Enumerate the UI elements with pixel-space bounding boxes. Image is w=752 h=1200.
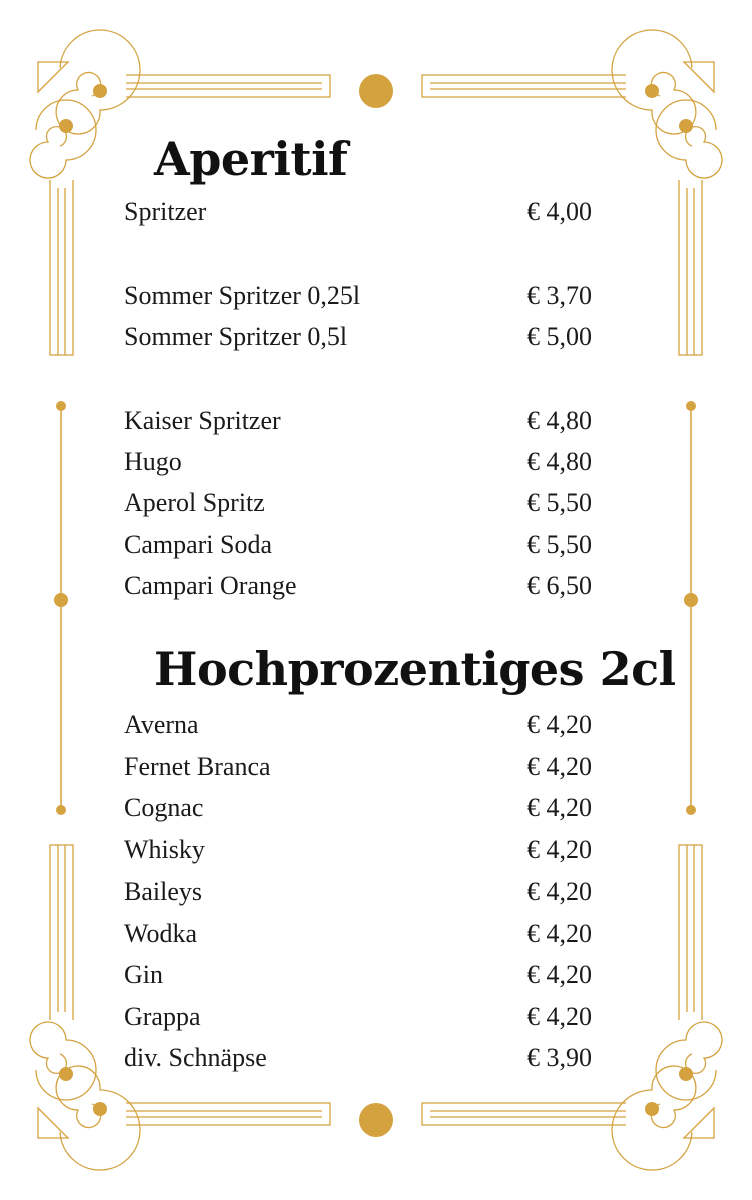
item-price: € 4,80 xyxy=(527,447,592,476)
menu-item xyxy=(124,488,608,522)
item-price: € 5,50 xyxy=(527,530,592,559)
item-price: € 6,50 xyxy=(527,571,592,600)
menu-item xyxy=(124,710,608,744)
item-name: Wodka xyxy=(124,919,197,948)
menu-item xyxy=(124,877,608,911)
item-name: Sommer Spritzer 0,5l xyxy=(124,322,348,351)
item-name: Gin xyxy=(124,960,163,989)
item-price: € 3,70 xyxy=(527,281,592,310)
menu-item xyxy=(124,322,608,356)
item-price: € 4,20 xyxy=(527,877,592,906)
menu-item xyxy=(124,919,608,953)
menu-item xyxy=(124,406,608,440)
item-price: € 5,00 xyxy=(527,322,592,351)
item-name: Grappa xyxy=(124,1002,201,1031)
item-price: € 4,20 xyxy=(527,960,592,989)
item-price: € 4,20 xyxy=(527,710,592,739)
menu-item xyxy=(124,197,608,231)
item-name: Sommer Spritzer 0,25l xyxy=(124,281,361,310)
top-center-dot xyxy=(359,74,393,108)
item-price: € 4,20 xyxy=(527,835,592,864)
menu-item xyxy=(124,960,608,994)
item-price: € 4,20 xyxy=(527,793,592,822)
item-price: € 4,80 xyxy=(527,406,592,435)
menu-item xyxy=(124,571,608,605)
menu-item xyxy=(124,1002,608,1036)
menu-item xyxy=(124,752,608,786)
item-name: Fernet Branca xyxy=(124,752,271,781)
menu-item xyxy=(124,1043,608,1077)
left-side-rail xyxy=(54,401,68,815)
item-price: € 5,50 xyxy=(527,488,592,517)
item-name: Campari Soda xyxy=(124,530,273,559)
menu-item xyxy=(124,530,608,564)
menu-item xyxy=(124,447,608,481)
item-name: Cognac xyxy=(124,793,204,822)
menu-item xyxy=(124,793,608,827)
item-name: Kaiser Spritzer xyxy=(124,406,281,435)
right-side-rail xyxy=(684,401,698,815)
item-name: Campari Orange xyxy=(124,571,297,600)
item-name: div. Schnäpse xyxy=(124,1043,267,1072)
item-name: Aperol Spritz xyxy=(124,488,265,517)
item-name: Whisky xyxy=(124,835,205,864)
section-title-hochprozentiges: Hochprozentiges 2cl xyxy=(154,642,676,696)
bottom-center-dot xyxy=(359,1103,393,1137)
item-price: € 4,20 xyxy=(527,1002,592,1031)
item-price: € 4,20 xyxy=(527,752,592,781)
section-title-aperitif: Aperitif xyxy=(154,132,348,186)
item-name: Spritzer xyxy=(124,197,207,226)
menu-item xyxy=(124,281,608,315)
menu-item xyxy=(124,835,608,869)
item-price: € 4,20 xyxy=(527,919,592,948)
item-price: € 4,00 xyxy=(527,197,592,226)
item-name: Baileys xyxy=(124,877,202,906)
item-price: € 3,90 xyxy=(527,1043,592,1072)
item-name: Averna xyxy=(124,710,199,739)
item-name: Hugo xyxy=(124,447,182,476)
